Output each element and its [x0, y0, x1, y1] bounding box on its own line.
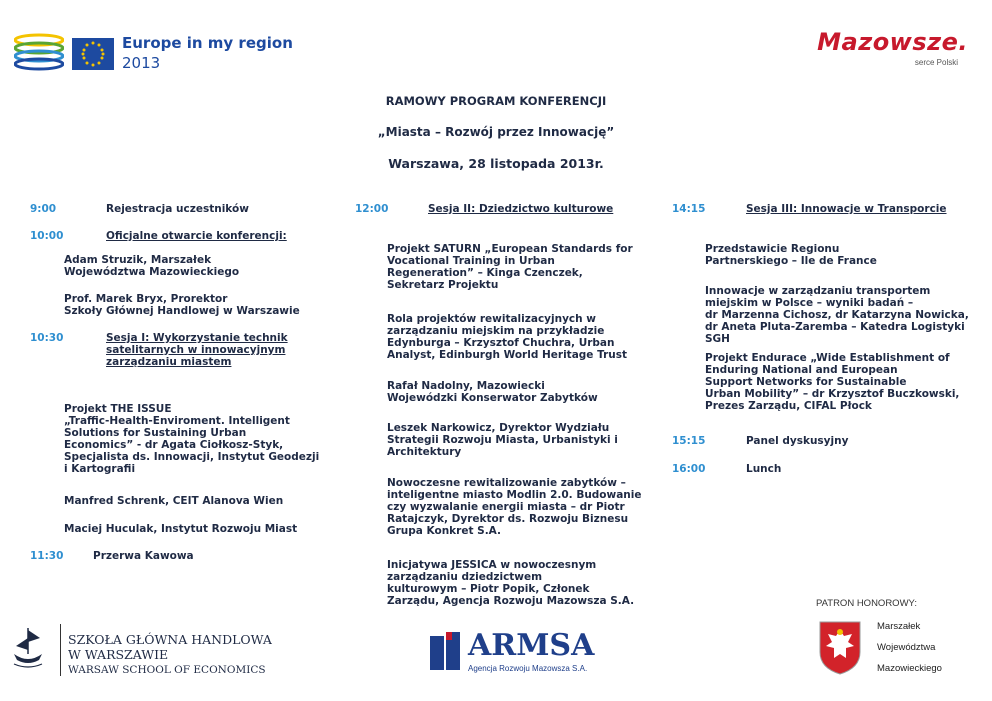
speaker-line: Maciej Huculak, Instytut Rozwoju Miast	[64, 523, 298, 535]
speaker-line: Support Networks for Sustainable	[705, 376, 907, 388]
speaker-line: Specjalista ds. Innowacji, Instytut Geodezji	[64, 451, 320, 463]
session-line: Sesja I: Wykorzystanie technik	[106, 332, 288, 344]
eu-flag-icon	[72, 38, 114, 70]
speaker-line: Grupa Konkret S.A.	[387, 525, 501, 537]
speaker-line: Manfred Schrenk, CEIT Alanova Wien	[64, 495, 284, 507]
agenda-panel: Panel dyskusyjny	[746, 435, 849, 447]
session-1-heading	[106, 332, 288, 368]
speaker-line: czy wyzwalanie energii miasta – dr Piotr	[387, 501, 625, 513]
eu-swoosh-icon	[14, 32, 64, 76]
sgh-logo	[8, 622, 298, 682]
time-1200: 12:00	[355, 203, 389, 215]
speaker-line: Vocational Training in Urban	[387, 255, 555, 267]
speaker-line: inteligentne miasto Modlin 2.0. Budowanie	[387, 489, 642, 501]
patron-label: PATRON HONOROWY:	[816, 598, 917, 609]
time-1030: 10:30	[30, 332, 64, 344]
mazowsze-logo	[798, 28, 968, 78]
speaker-line: miejskim w Polsce – wyniki badań –	[705, 297, 914, 309]
speaker-block	[387, 380, 598, 404]
session-3-heading: Sesja III: Innowacje w Transporcie	[746, 203, 947, 215]
speaker-line: Analyst, Edinburgh World Heritage Trust	[387, 349, 628, 361]
armsa-tagline: Agencja Rozwoju Mazowsza S.A.	[468, 664, 588, 673]
time-1415: 14:15	[672, 203, 706, 215]
speaker-block	[705, 285, 992, 345]
time-1600: 16:00	[672, 463, 706, 475]
program-title: RAMOWY PROGRAM KONFERENCJI	[385, 94, 607, 108]
speaker-line: dr Marzenna Cichosz, dr Katarzyna Nowicka,	[705, 309, 969, 321]
speaker-line: Solutions for Sustaining Urban	[64, 427, 247, 439]
speaker-line: Rola projektów rewitalizacyjnych w	[387, 313, 596, 325]
speaker-line: Economics” - dr Agata Ciołkosz-Styk,	[64, 439, 284, 451]
speaker-block	[64, 293, 300, 317]
speaker-block	[387, 477, 642, 537]
patron-line1: Marszałek	[877, 621, 921, 632]
eu-logo-line1: Europe in my region	[122, 34, 293, 52]
patron-line3: Mazowieckiego	[877, 663, 942, 674]
agenda-lunch: Lunch	[746, 463, 782, 475]
speaker-line: Projekt SATURN „European Standards for	[387, 243, 633, 255]
sgh-name-line1: SZKOŁA GŁÓWNA HANDLOWA	[68, 632, 272, 647]
speaker-line: Partnerskiego – Ile de France	[705, 255, 877, 267]
speaker-line: dr Aneta Pluta-Zaremba – Katedra Logistyki SGH	[705, 321, 965, 345]
speaker-line: Wojewódzki Konserwator Zabytków	[387, 392, 598, 404]
speaker-line: „Traffic-Health-Enviroment. Intelligent	[64, 415, 290, 427]
sgh-name-line3: WARSAW SCHOOL OF ECONOMICS	[68, 664, 266, 676]
speaker-line: Regeneration” – Kinga Czenczek,	[387, 267, 583, 279]
sgh-divider	[60, 624, 61, 676]
speaker-line: Leszek Narkowicz, Dyrektor Wydziału	[387, 422, 610, 434]
speaker-line: Strategii Rozwoju Miasta, Urbanistyki i	[387, 434, 618, 446]
speaker-line: Projekt THE ISSUE	[64, 403, 172, 415]
speaker-line: Edynburga – Krzysztof Chuchra, Urban	[387, 337, 615, 349]
time-1000: 10:00	[30, 230, 64, 242]
speaker-line: Prof. Marek Bryx, Prorektor	[64, 293, 228, 305]
session-line: satelitarnych w innowacyjnym	[106, 344, 286, 356]
conference-name: „Miasta – Rozwój przez Innowację”	[377, 125, 615, 139]
agenda-registration: Rejestracja uczestników	[106, 203, 249, 215]
session-line: zarządzaniu miastem	[106, 356, 232, 368]
sgh-name-line2: W WARSZAWIE	[68, 647, 169, 662]
speaker-line: Ratajczyk, Dyrektor ds. Rozwoju Biznesu	[387, 513, 629, 525]
speaker-block	[64, 254, 239, 278]
time-900: 9:00	[30, 203, 57, 215]
speaker-line: Prezes Zarządu, CIFAL Płock	[705, 400, 872, 412]
speaker-line: Innowacje w zarządzaniu transportem	[705, 285, 931, 297]
speaker-line: i Kartografii	[64, 463, 136, 475]
speaker-block	[387, 559, 634, 607]
speaker-line: Rafał Nadolny, Mazowiecki	[387, 380, 545, 392]
speaker-line: Inicjatywa JESSICA w nowoczesnym	[387, 559, 597, 571]
conference-date: Warszawa, 28 listopada 2013r.	[388, 156, 604, 171]
speaker-line: kulturowym – Piotr Popik, Członek	[387, 583, 590, 595]
speaker-line: Województwa Mazowieckiego	[64, 266, 240, 278]
europe-in-my-region-logo	[14, 30, 293, 80]
speaker-line: Nowoczesne rewitalizowanie zabytków –	[387, 477, 626, 489]
ship-emblem-icon	[8, 624, 48, 670]
speaker-block	[387, 243, 633, 291]
coat-of-arms-icon	[818, 620, 862, 676]
armsa-wordmark: ARMSA	[468, 628, 595, 663]
armsa-logo	[430, 628, 610, 678]
eu-logo-line2: 2013	[122, 54, 161, 72]
speaker-block	[387, 313, 627, 361]
speaker-line: zarządzaniu miejskim na przykładzie	[387, 325, 605, 337]
agenda-opening: Oficjalne otwarcie konferencji:	[106, 230, 287, 242]
speaker-block	[387, 422, 618, 458]
speaker-line: zarządzaniu dziedzictwem	[387, 571, 543, 583]
speaker-line: Zarządu, Agencja Rozwoju Mazowsza S.A.	[387, 595, 635, 607]
speaker-block	[705, 243, 877, 267]
mazowsze-wordmark: Mazowsze.	[817, 28, 968, 56]
armsa-mark-icon	[430, 632, 460, 670]
agenda-coffee-break: Przerwa Kawowa	[93, 550, 194, 562]
speaker-line: Szkoły Głównej Handlowej w Warszawie	[64, 305, 300, 317]
time-1130: 11:30	[30, 550, 64, 562]
speaker-block	[705, 352, 959, 412]
speaker-block	[64, 403, 319, 475]
speaker-line: Projekt Endurace „Wide Establishment of	[705, 352, 950, 364]
speaker-line: Enduring National and European	[705, 364, 898, 376]
mazowsze-tagline: serce Polski	[914, 58, 958, 67]
speaker-line: Adam Struzik, Marszałek	[64, 254, 212, 266]
speaker-line: Sekretarz Projektu	[387, 279, 499, 291]
patron-line2: Województwa	[877, 642, 936, 653]
time-1515: 15:15	[672, 435, 706, 447]
speaker-line: Urban Mobility” – dr Krzysztof Buczkowski,	[705, 388, 960, 400]
speaker-line: Architektury	[387, 446, 462, 458]
session-2-heading: Sesja II: Dziedzictwo kulturowe	[428, 203, 614, 215]
speaker-line: Przedstawicie Regionu	[705, 243, 840, 255]
